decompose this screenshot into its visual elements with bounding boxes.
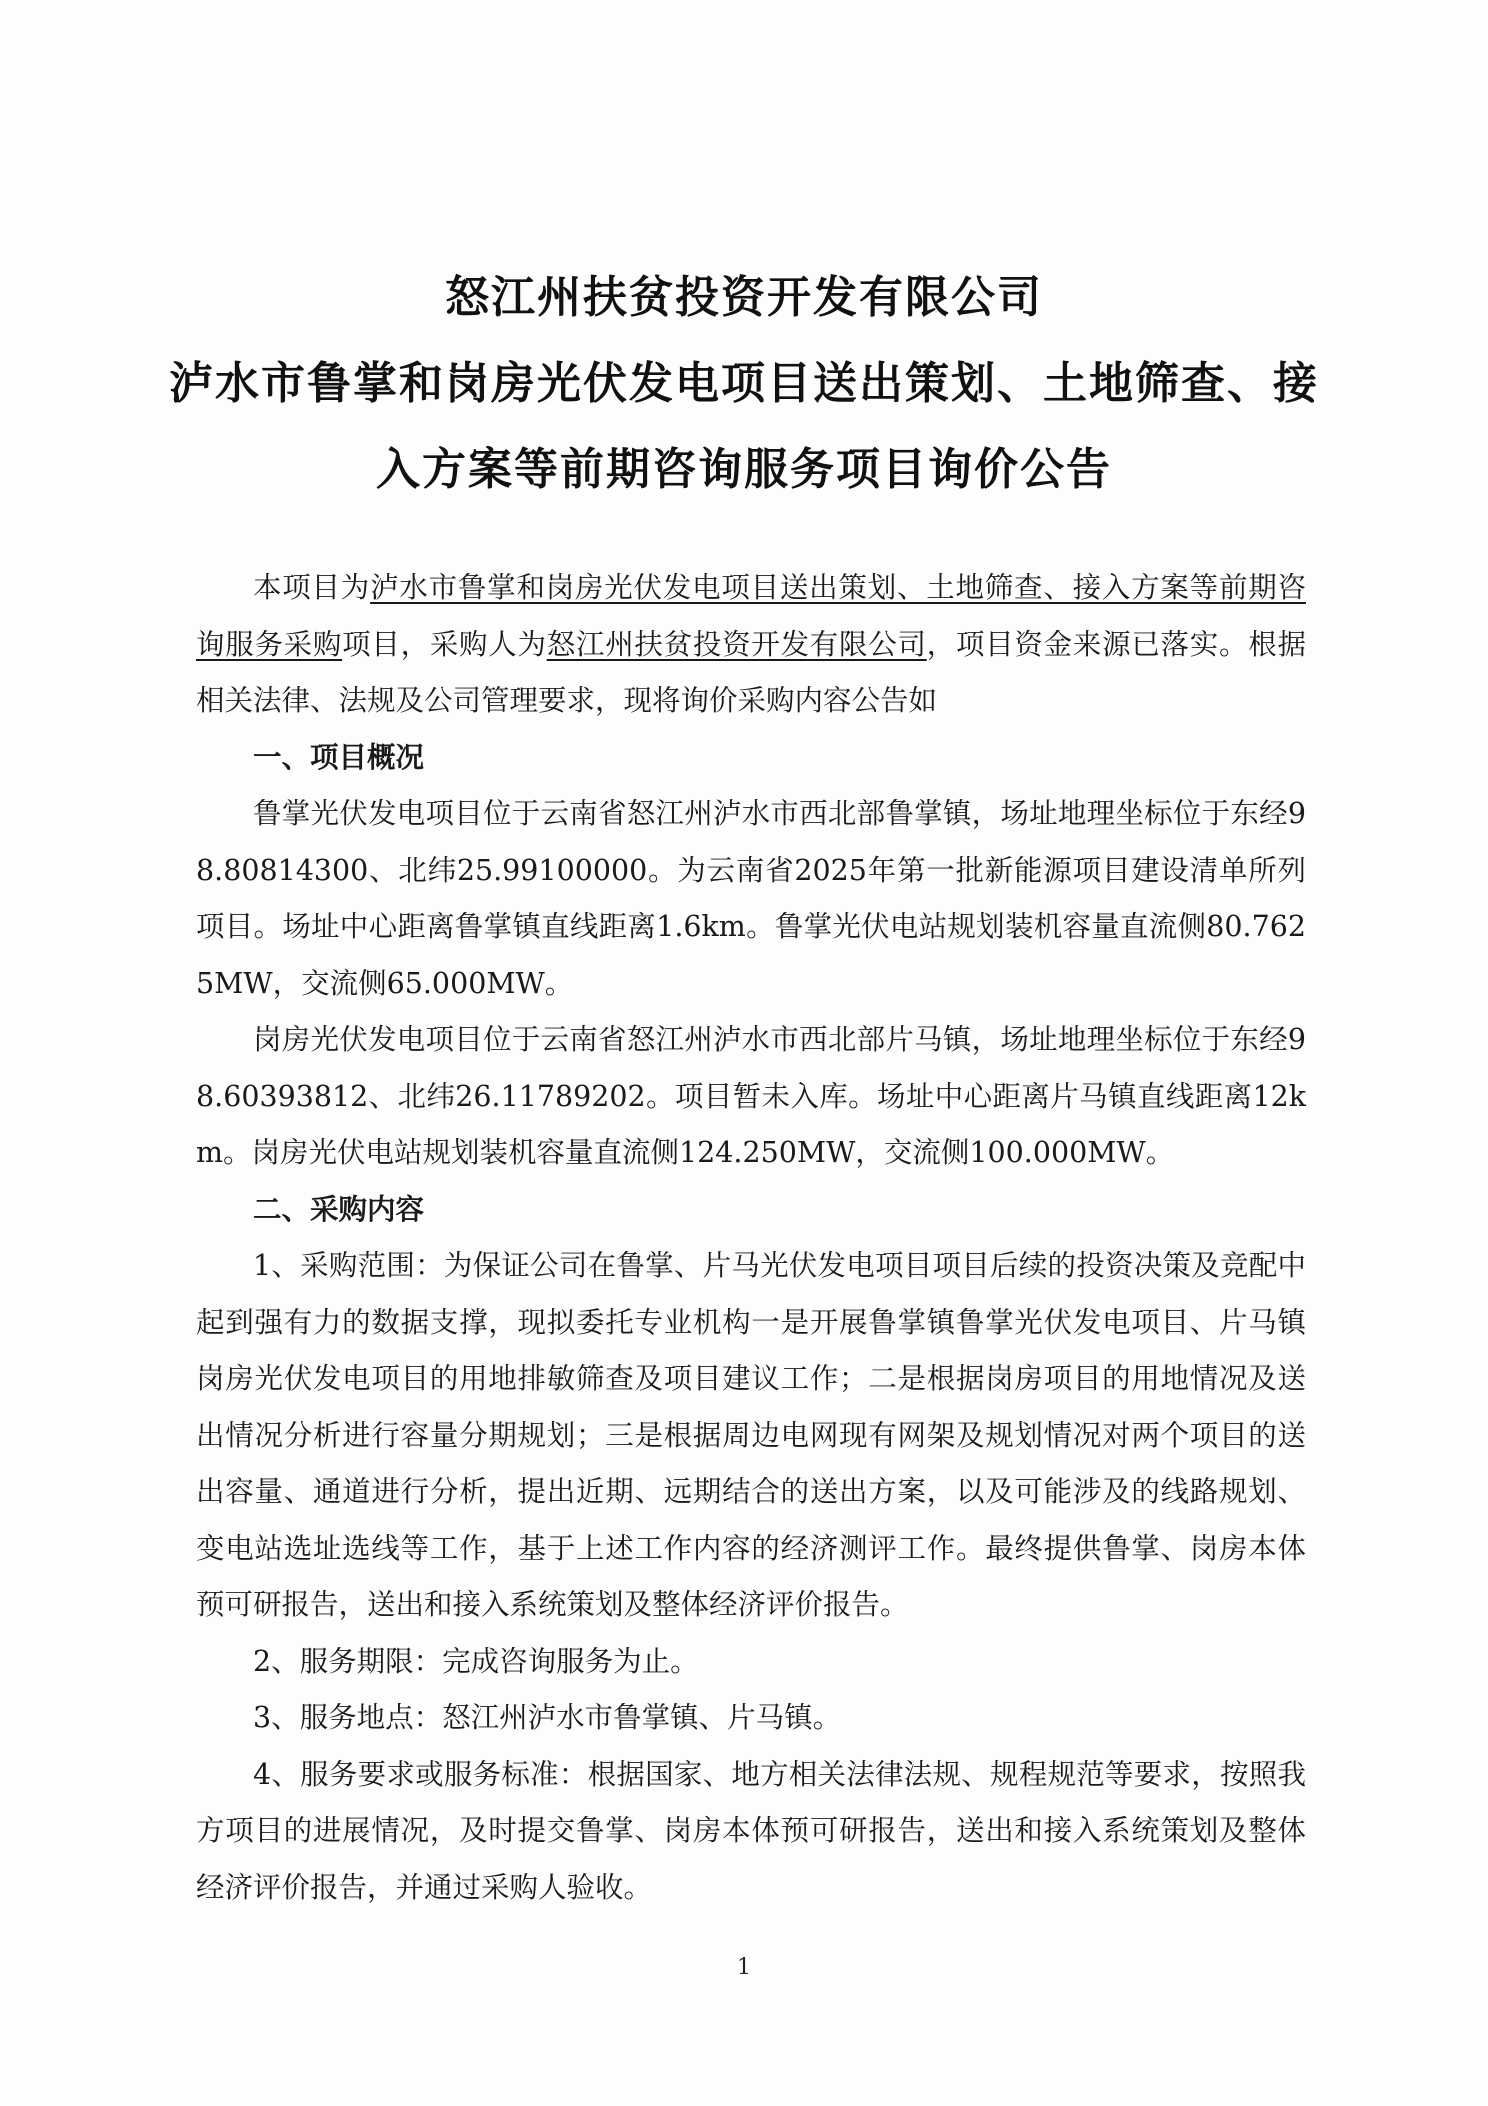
section2-item-4: 4、服务要求或服务标准：根据国家、地方相关法律法规、规程规范等要求，按照我方项目的进展情况，及时提交鲁掌、岗房本体预可研报告，送出和接入系统策划及整体经济评价报告，并通过采购人验收。	[196, 1757, 1306, 1904]
section2-item-1: 1、采购范围：为保证公司在鲁掌、片马光伏发电项目项目后续的投资决策及竞配中起到强有力的数据支撑，现拟委托专业机构一是开展鲁掌镇鲁掌光伏发电项目、片马镇岗房光伏发电项目的用地排敏筛查及项目建议工作；二是根据岗房项目的用地情况及送出情况分析进行容量分期规划；三是根据周边电网现有网架及规划情况对两个项目的送出容量、通道进行分析，提出近期、远期结合的送出方案，以及可能涉及的线路规划、变电站选址选线等工作，基于上述工作内容的经济测评工作。最终提供鲁掌、岗房本体预可研报告，送出和接入系统策划及整体经济评价报告。	[196, 1249, 1306, 1621]
section1-heading: 一、项目概况	[253, 740, 425, 774]
section2-heading: 二、采购内容	[253, 1192, 425, 1226]
intro-suffix: ，项目资金来源已落实。根据相关法律、法规及公司管理要求，现将询价采购内容公告如	[196, 627, 1306, 717]
section2-item-3: 3、服务地点：怒江州泸水市鲁掌镇、片马镇。	[253, 1701, 842, 1734]
page-number: 1	[737, 1955, 751, 1980]
intro-project-name: 泸水市鲁掌和岗房光伏发电项目送出策划、土地筛查、接入方案等前期咨询服务采购	[196, 571, 1306, 661]
section1-paragraph-2: 岗房光伏发电项目位于云南省怒江州泸水市西北部片马镇，场址地理坐标位于东经98.60393812、北纬26.11789202。项目暂未入库。场址中心距离片马镇直线距离12km。岗房光伏电站规划装机容量直流侧124.250MW，交流侧100.000MW。	[196, 1023, 1306, 1169]
section2-item-2: 2、服务期限：完成咨询服务为止。	[253, 1644, 699, 1678]
intro-middle: 项目，采购人为	[342, 627, 547, 661]
document-title	[150, 255, 1338, 513]
document-body	[196, 560, 1306, 1916]
section1-paragraph-1: 鲁掌光伏发电项目位于云南省怒江州泸水市西北部鲁掌镇，场址地理坐标位于东经98.80814300、北纬25.99100000。为云南省2025年第一批新能源项目建设清单所列项目。场址中心距离鲁掌镇直线距离1.6km。鲁掌光伏电站规划装机容量直流侧80.7625MW，交流侧65.000MW。	[196, 797, 1306, 1000]
intro-paragraph	[196, 560, 1306, 730]
title-line-3: 入方案等前期咨询服务项目询价公告	[376, 444, 1112, 495]
title-line-2: 泸水市鲁掌和岗房光伏发电项目送出策划、土地筛查、接	[169, 358, 1319, 409]
intro-prefix: 本项目为	[253, 571, 371, 604]
intro-purchaser: 怒江州扶贫投资开发有限公司	[546, 627, 927, 661]
title-line-1: 怒江州扶贫投资开发有限公司	[445, 272, 1043, 323]
